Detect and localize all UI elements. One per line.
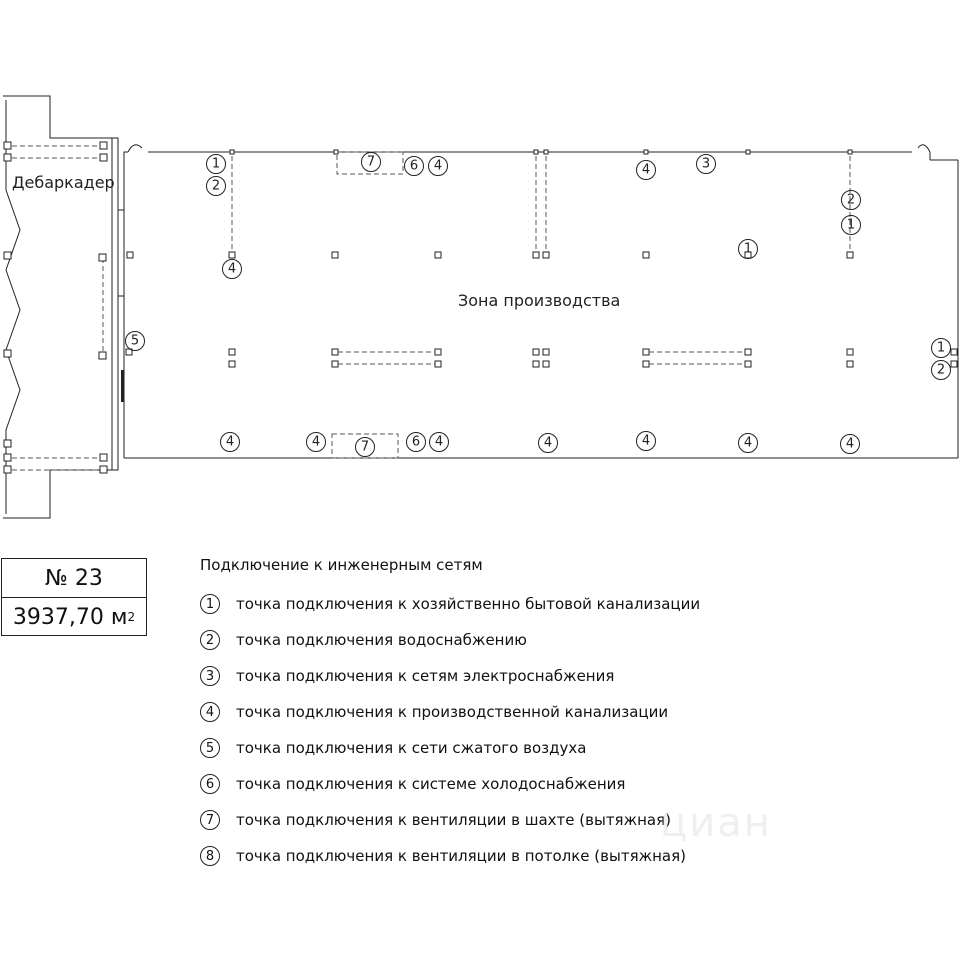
marker-number: 7 [366,154,376,170]
marker-number: 4 [434,434,444,450]
connection-marker [429,157,448,176]
connection-marker [362,153,381,172]
connection-marker [932,361,951,380]
marker-number: 1 [846,217,856,233]
connection-marker [739,240,758,259]
marker-number: 4 [845,436,855,452]
legend-item [200,658,900,694]
connection-marker [841,435,860,454]
connection-marker [697,155,716,174]
marker-number: 7 [360,439,370,455]
connection-marker [207,177,226,196]
zone-label: Зона производства [458,291,621,310]
connection-marker [637,161,656,180]
legend-number-circle: 5 [200,738,220,758]
connection-marker [739,434,758,453]
unit-area-value: 3937,70 м [12,604,128,630]
legend-item [200,730,900,766]
connection-marker [539,434,558,453]
legend-item [200,586,900,622]
marker-number: 4 [227,261,237,277]
connection-marker [407,433,426,452]
connection-marker [637,432,656,451]
legend-text: точка подключения к хозяйственно бытовой канализации [236,595,701,613]
legend-text: точка подключения к производственной канализации [236,703,669,721]
marker-number: 2 [846,192,856,208]
legend-number-circle: 4 [200,702,220,722]
marker-number: 5 [130,333,140,349]
marker-number: 4 [433,158,443,174]
marker-number: 1 [743,241,753,257]
legend-number-circle: 3 [200,666,220,686]
marker-number: 2 [211,178,221,194]
marker-number: 6 [411,434,421,450]
connection-marker [307,433,326,452]
marker-number: 3 [701,156,711,172]
marker-number: 6 [409,158,419,174]
unit-info-box [1,558,147,636]
legend-title: Подключение к инженерным сетям [200,556,483,574]
marker-number: 4 [641,162,651,178]
marker-number: 4 [543,435,553,451]
legend-item [200,802,900,838]
connection-marker [223,260,242,279]
legend-item [200,838,900,874]
marker-number: 2 [936,362,946,378]
legend-number-circle: 6 [200,774,220,794]
connection-marker [126,332,145,351]
connection-marker [207,155,226,174]
connection-marker [842,216,861,235]
legend-text: точка подключения к сети сжатого воздуха [236,739,587,757]
unit-area-superscript: 2 [127,610,136,624]
marker-number: 4 [641,433,651,449]
watermark-logo: циан [660,800,772,846]
legend-item [200,694,900,730]
marker-number: 4 [743,435,753,451]
connection-marker [356,438,375,457]
connection-marker [405,157,424,176]
dock-outline [3,96,124,518]
legend-item [200,622,900,658]
marker-number: 1 [936,340,946,356]
legend-text: точка подключения водоснабжению [236,631,527,649]
legend-number-circle: 7 [200,810,220,830]
connection-marker [842,191,861,210]
dock-label: Дебаркадер [12,173,115,192]
legend-text: точка подключения к сетям электроснабжения [236,667,615,685]
legend-text: точка подключения к вентиляции в шахте (вытяжная) [236,811,671,829]
marker-number: 4 [311,434,321,450]
legend [200,552,900,874]
marker-number: 4 [225,434,235,450]
legend-number-circle: 1 [200,594,220,614]
legend-text: точка подключения к системе холодоснабжения [236,775,626,793]
legend-number-circle: 8 [200,846,220,866]
marker-number: 1 [211,156,221,172]
connection-marker [932,339,951,358]
connection-marker [430,433,449,452]
legend-number-circle: 2 [200,630,220,650]
legend-text: точка подключения к вентиляции в потолке (вытяжная) [236,847,686,865]
unit-number: № 23 [45,565,103,591]
columns [126,150,957,367]
unit-area [2,597,146,636]
connection-marker [221,433,240,452]
legend-item [200,766,900,802]
